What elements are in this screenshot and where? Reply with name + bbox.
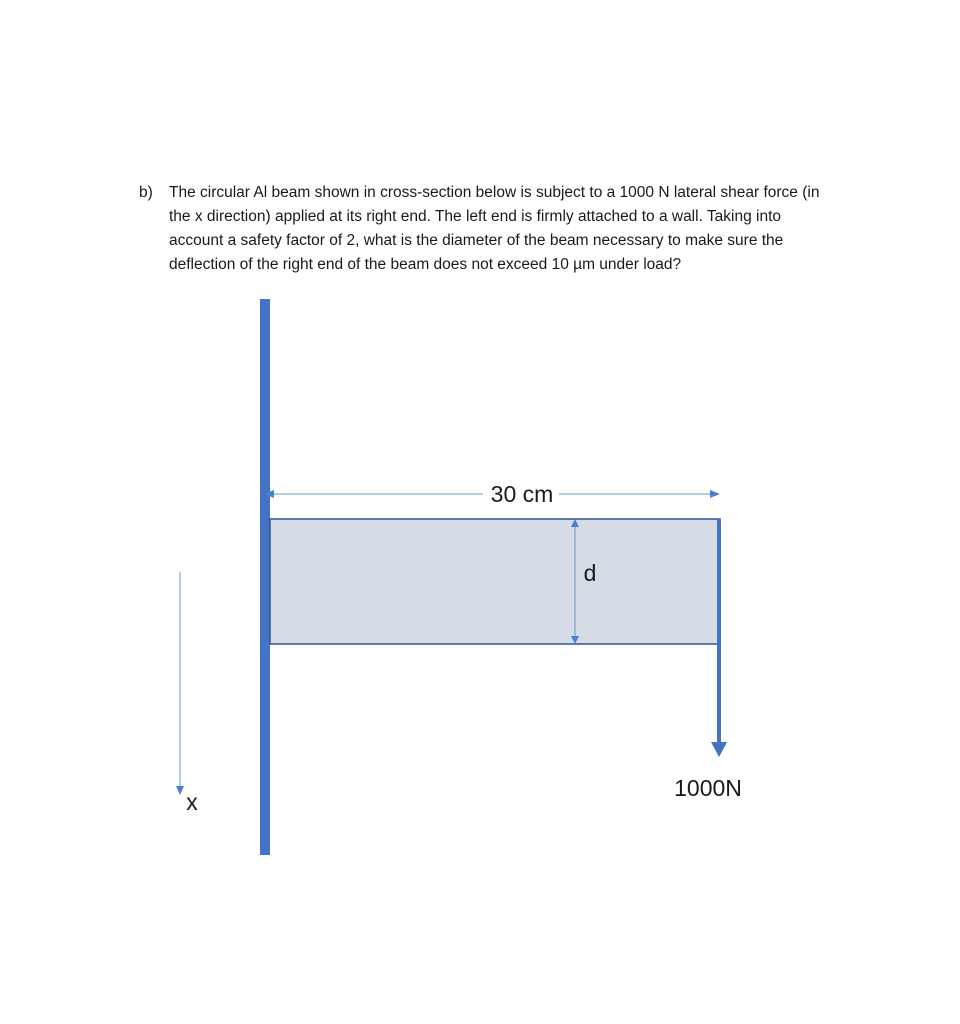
- force-label: 1000N: [674, 775, 742, 801]
- x-axis-label: x: [186, 789, 198, 815]
- problem-line-2: the x direction) applied at its right end. The left end is firmly attached to a wall. Taking into: [169, 208, 782, 225]
- diameter-label: d: [583, 560, 597, 586]
- problem-label: b): [139, 184, 153, 201]
- problem-line-4: deflection of the right end of the beam does not exceed 10 µm under load?: [169, 256, 682, 273]
- length-arrow-right: [710, 490, 720, 498]
- length-label: 30 cm: [490, 481, 554, 507]
- x-axis-arrow-head: [176, 786, 184, 795]
- beam: [270, 519, 720, 644]
- force-arrow-head: [711, 742, 727, 757]
- wall: [260, 299, 270, 855]
- problem-line-1: The circular Al beam shown in cross-section below is subject to a 1000 N lateral shear force (in: [169, 184, 820, 201]
- problem-line-3: account a safety factor of 2, what is the diameter of the beam necessary to make sure the: [169, 232, 784, 249]
